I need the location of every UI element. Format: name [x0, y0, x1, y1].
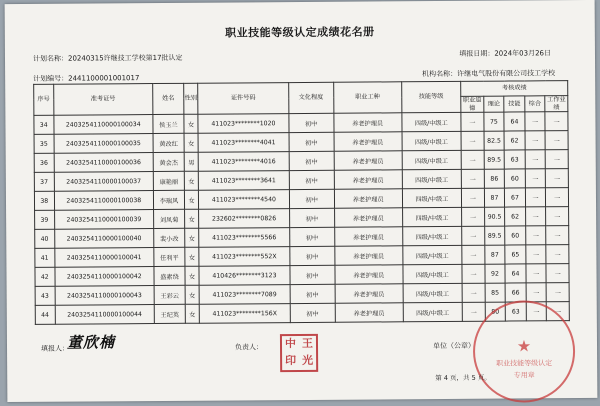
cell-level: 四级/中级工 — [402, 188, 462, 207]
header-work: 工作业绩 — [545, 96, 568, 112]
cell-skill: 62 — [505, 207, 526, 226]
cell-id-no: 411023********4041 — [198, 133, 288, 153]
header-gender: 性别 — [184, 83, 199, 114]
cell-job: 养老护理员 — [334, 227, 402, 246]
cell-job: 养老护理员 — [334, 151, 402, 170]
cell-moral: 一 — [462, 207, 485, 226]
plan-name — [33, 53, 183, 64]
cell-education: 初中 — [289, 113, 334, 132]
score-register-table — [33, 80, 570, 325]
cell-work: 一 — [546, 188, 569, 207]
header-skill: 技能 — [504, 96, 525, 112]
cell-id-no: 411023********4016 — [198, 152, 288, 172]
cell-exam-no: 2403254110000100034 — [53, 115, 153, 135]
plan-name-label: 计划名称： — [32, 54, 69, 63]
cell-overall: 一 — [526, 245, 547, 264]
cell-gender: 女 — [184, 209, 199, 228]
cell-gender: 女 — [185, 228, 200, 247]
header-seq: 序号 — [34, 84, 54, 115]
unit-stamp — [433, 341, 475, 351]
header-theory: 理论 — [483, 96, 504, 112]
cell-overall: 一 — [526, 302, 547, 321]
cell-overall: 一 — [526, 283, 547, 302]
filler — [41, 344, 69, 354]
cell-exam-no: 2403254110000100040 — [54, 229, 154, 249]
cell-name: 李瑞风 — [154, 190, 185, 209]
cell-name: 任利平 — [154, 247, 185, 266]
seal-star-icon: ★ — [516, 336, 532, 356]
cell-id-no: 232602********0826 — [199, 209, 289, 229]
cell-work: 一 — [546, 283, 569, 302]
page-number: 第 4 页，共 5 页。 — [435, 373, 491, 383]
cell-seq: 36 — [34, 153, 54, 172]
cell-overall: 一 — [525, 207, 546, 226]
cell-exam-no: 2403254110000100043 — [55, 286, 155, 306]
cell-overall: 一 — [525, 150, 546, 169]
cell-id-no: 411023********552X — [199, 247, 289, 267]
cell-job: 养老护理员 — [334, 113, 402, 132]
cell-skill: 62 — [504, 131, 525, 150]
responsible-label: 负责人： — [234, 343, 264, 352]
header-level: 技能等级 — [401, 81, 461, 112]
document-page — [5, 0, 598, 402]
cell-id-no: 410426********3123 — [199, 266, 289, 286]
cell-work: 一 — [545, 150, 568, 169]
cell-theory: 85 — [485, 283, 506, 302]
cell-work: 一 — [546, 302, 569, 321]
cell-theory: 92 — [485, 264, 506, 283]
cell-level: 四级/中级工 — [402, 245, 462, 264]
fill-date-value: 2024年03月26日 — [494, 49, 552, 58]
cell-seq: 37 — [34, 172, 54, 191]
cell-seq: 40 — [35, 229, 55, 248]
cell-theory: 87 — [485, 245, 506, 264]
plan-name-value: 20240315许继技工学校第17批认定 — [67, 53, 183, 63]
header-name: 姓名 — [153, 83, 184, 114]
cell-overall: 一 — [525, 112, 546, 131]
cell-work: 一 — [546, 169, 569, 188]
cell-skill: 64 — [504, 112, 525, 131]
fill-date — [459, 48, 551, 59]
cell-theory: 75 — [484, 112, 505, 131]
seal-text-line1: 职业技能等级认定 — [496, 359, 553, 368]
cell-moral: 一 — [461, 112, 484, 131]
cell-education: 初中 — [289, 189, 334, 208]
cell-name: 王纪英 — [154, 304, 185, 323]
cell-overall: 一 — [526, 264, 547, 283]
cell-education: 初中 — [289, 227, 334, 246]
cell-seq: 43 — [35, 286, 55, 305]
cell-job: 养老护理员 — [335, 303, 403, 322]
cell-seq: 44 — [35, 305, 55, 324]
filler-label: 填报人： — [40, 344, 70, 353]
plan-code-label: 计划编号： — [33, 74, 69, 83]
cell-job: 养老护理员 — [334, 132, 402, 151]
cell-name: 裴小改 — [154, 228, 185, 247]
cell-work: 一 — [546, 226, 569, 245]
cell-seq: 35 — [34, 134, 54, 153]
cell-seq: 41 — [35, 248, 55, 267]
cell-skill: 60 — [505, 226, 526, 245]
cell-moral: 一 — [461, 169, 484, 188]
org-name-value: 许继电气股份有限公司技工学校 — [457, 69, 556, 78]
org-name-label: 机构名称： — [422, 69, 458, 79]
cell-education: 初中 — [290, 265, 335, 284]
cell-education: 初中 — [289, 208, 334, 227]
cell-job: 养老护理员 — [335, 246, 403, 265]
cell-gender: 女 — [184, 114, 199, 133]
cell-overall: 一 — [525, 169, 546, 188]
cell-level: 四级/中级工 — [402, 207, 462, 226]
cell-gender: 女 — [185, 304, 200, 323]
plan-code-value: 2441100001001017 — [68, 74, 140, 83]
org-name — [422, 68, 555, 79]
cell-level: 四级/中级工 — [403, 264, 463, 283]
cell-moral: 一 — [462, 283, 485, 302]
seal-text-line2: 专用章 — [513, 371, 535, 380]
cell-gender: 女 — [184, 190, 199, 209]
cell-skill: 60 — [505, 169, 526, 188]
cell-level: 四级/中级工 — [402, 131, 462, 150]
personal-name-seal — [280, 334, 318, 372]
cell-moral: 一 — [462, 264, 485, 283]
cell-gender: 男 — [184, 152, 199, 171]
cell-exam-no: 2403254110000100035 — [54, 134, 154, 154]
cell-exam-no: 2403254110000100036 — [54, 153, 154, 173]
cell-skill: 66 — [505, 283, 526, 302]
header-exam-no: 准考证号 — [53, 84, 153, 116]
cell-education: 初中 — [290, 303, 335, 322]
cell-gender: 女 — [184, 133, 199, 152]
cell-level: 四级/中级工 — [402, 169, 462, 188]
official-round-seal — [473, 300, 576, 403]
cell-theory: 87 — [484, 188, 505, 207]
cell-exam-no: 2403254110000100044 — [55, 305, 155, 325]
cell-education: 初中 — [289, 170, 334, 189]
cell-level: 四级/中级工 — [402, 150, 462, 169]
cell-skill: 67 — [505, 188, 526, 207]
cell-exam-no: 2403254110000100041 — [54, 248, 154, 268]
cell-skill: 65 — [505, 245, 526, 264]
cell-education: 初中 — [290, 284, 335, 303]
cell-theory: 82.5 — [484, 131, 505, 150]
cell-exam-no: 2403254110000100038 — [54, 191, 154, 211]
filler-signature: 董欣楠 — [66, 333, 116, 352]
header-education: 文化程度 — [288, 82, 333, 113]
cell-name: 黄改红 — [153, 133, 184, 152]
cell-level: 四级/中级工 — [403, 283, 463, 302]
cell-level: 四级/中级工 — [401, 112, 461, 131]
cell-seq: 42 — [35, 267, 55, 286]
cell-moral: 一 — [462, 188, 485, 207]
header-moral: 职业道德 — [461, 96, 484, 112]
cell-education: 初中 — [289, 246, 334, 265]
cell-exam-no: 2403254110000100039 — [54, 210, 154, 230]
cell-theory: 89.5 — [484, 226, 505, 245]
cell-gender: 女 — [185, 285, 200, 304]
cell-seq: 34 — [34, 115, 54, 134]
cell-name: 刘凤菊 — [154, 209, 185, 228]
cell-overall: 一 — [525, 188, 546, 207]
cell-id-no: 411023********4540 — [199, 190, 289, 210]
cell-job: 养老护理员 — [334, 170, 402, 189]
cell-id-no: 411023********3641 — [199, 171, 289, 191]
cell-education: 初中 — [289, 151, 334, 170]
cell-level: 四级/中级工 — [402, 226, 462, 245]
cell-moral: 一 — [461, 150, 484, 169]
cell-name: 王彩云 — [154, 285, 185, 304]
cell-job: 养老护理员 — [334, 208, 402, 227]
cell-job: 养老护理员 — [335, 265, 403, 284]
cell-job: 养老护理员 — [334, 189, 402, 208]
header-id-no: 证件号码 — [198, 83, 289, 115]
cell-job: 养老护理员 — [335, 284, 403, 303]
cell-work: 一 — [546, 264, 569, 283]
cell-id-no: 411023********7089 — [199, 285, 289, 305]
header-job: 职业工种 — [333, 82, 401, 113]
cell-level: 四级/中级工 — [403, 302, 463, 321]
cell-skill: 64 — [505, 264, 526, 283]
cell-exam-no: 2403254110000100042 — [54, 267, 154, 287]
cell-name: 盛素绕 — [154, 266, 185, 285]
header-scores: 考核成绩 — [461, 81, 568, 97]
fill-date-label: 填报日期： — [459, 49, 495, 58]
document-title: 职业技能等级认定成绩花名册 — [225, 25, 375, 40]
cell-name: 黄会杰 — [153, 152, 184, 171]
cell-theory: 89.5 — [484, 150, 505, 169]
cell-gender: 女 — [185, 247, 200, 266]
cell-skill: 63 — [505, 302, 526, 321]
cell-skill: 63 — [504, 150, 525, 169]
cell-seq: 39 — [35, 210, 55, 229]
cell-moral: 一 — [462, 226, 485, 245]
seal-char: 王 — [301, 336, 314, 350]
cell-work: 一 — [546, 207, 569, 226]
cell-id-no: 411023********1020 — [198, 114, 288, 134]
cell-name: 侯玉兰 — [153, 114, 184, 133]
cell-work: 一 — [545, 131, 568, 150]
cell-id-no: 411023********5566 — [199, 228, 289, 248]
cell-theory: 86 — [484, 169, 505, 188]
cell-id-no: 411023********156X — [199, 304, 289, 324]
cell-moral: 一 — [461, 131, 484, 150]
cell-moral: 一 — [462, 245, 485, 264]
header-overall: 综合 — [525, 96, 546, 112]
seal-char: 光 — [302, 353, 314, 367]
cell-gender: 女 — [185, 266, 200, 285]
cell-seq: 38 — [34, 191, 54, 210]
cell-overall: 一 — [525, 131, 546, 150]
seal-char: 中 — [284, 337, 297, 351]
seal-char: 印 — [285, 354, 297, 368]
unit-stamp-label: 单位（公章） — [432, 341, 476, 351]
cell-work: 一 — [546, 245, 569, 264]
cell-gender: 女 — [184, 171, 199, 190]
cell-name: 康艳丽 — [153, 171, 184, 190]
responsible — [235, 342, 263, 352]
cell-theory: 90.5 — [484, 207, 505, 226]
cell-education: 初中 — [289, 132, 334, 151]
cell-work: 一 — [545, 112, 568, 131]
cell-overall: 一 — [525, 226, 546, 245]
cell-moral: 一 — [462, 302, 485, 321]
cell-theory: 80 — [485, 302, 506, 321]
cell-exam-no: 2403254110000100037 — [54, 172, 154, 192]
